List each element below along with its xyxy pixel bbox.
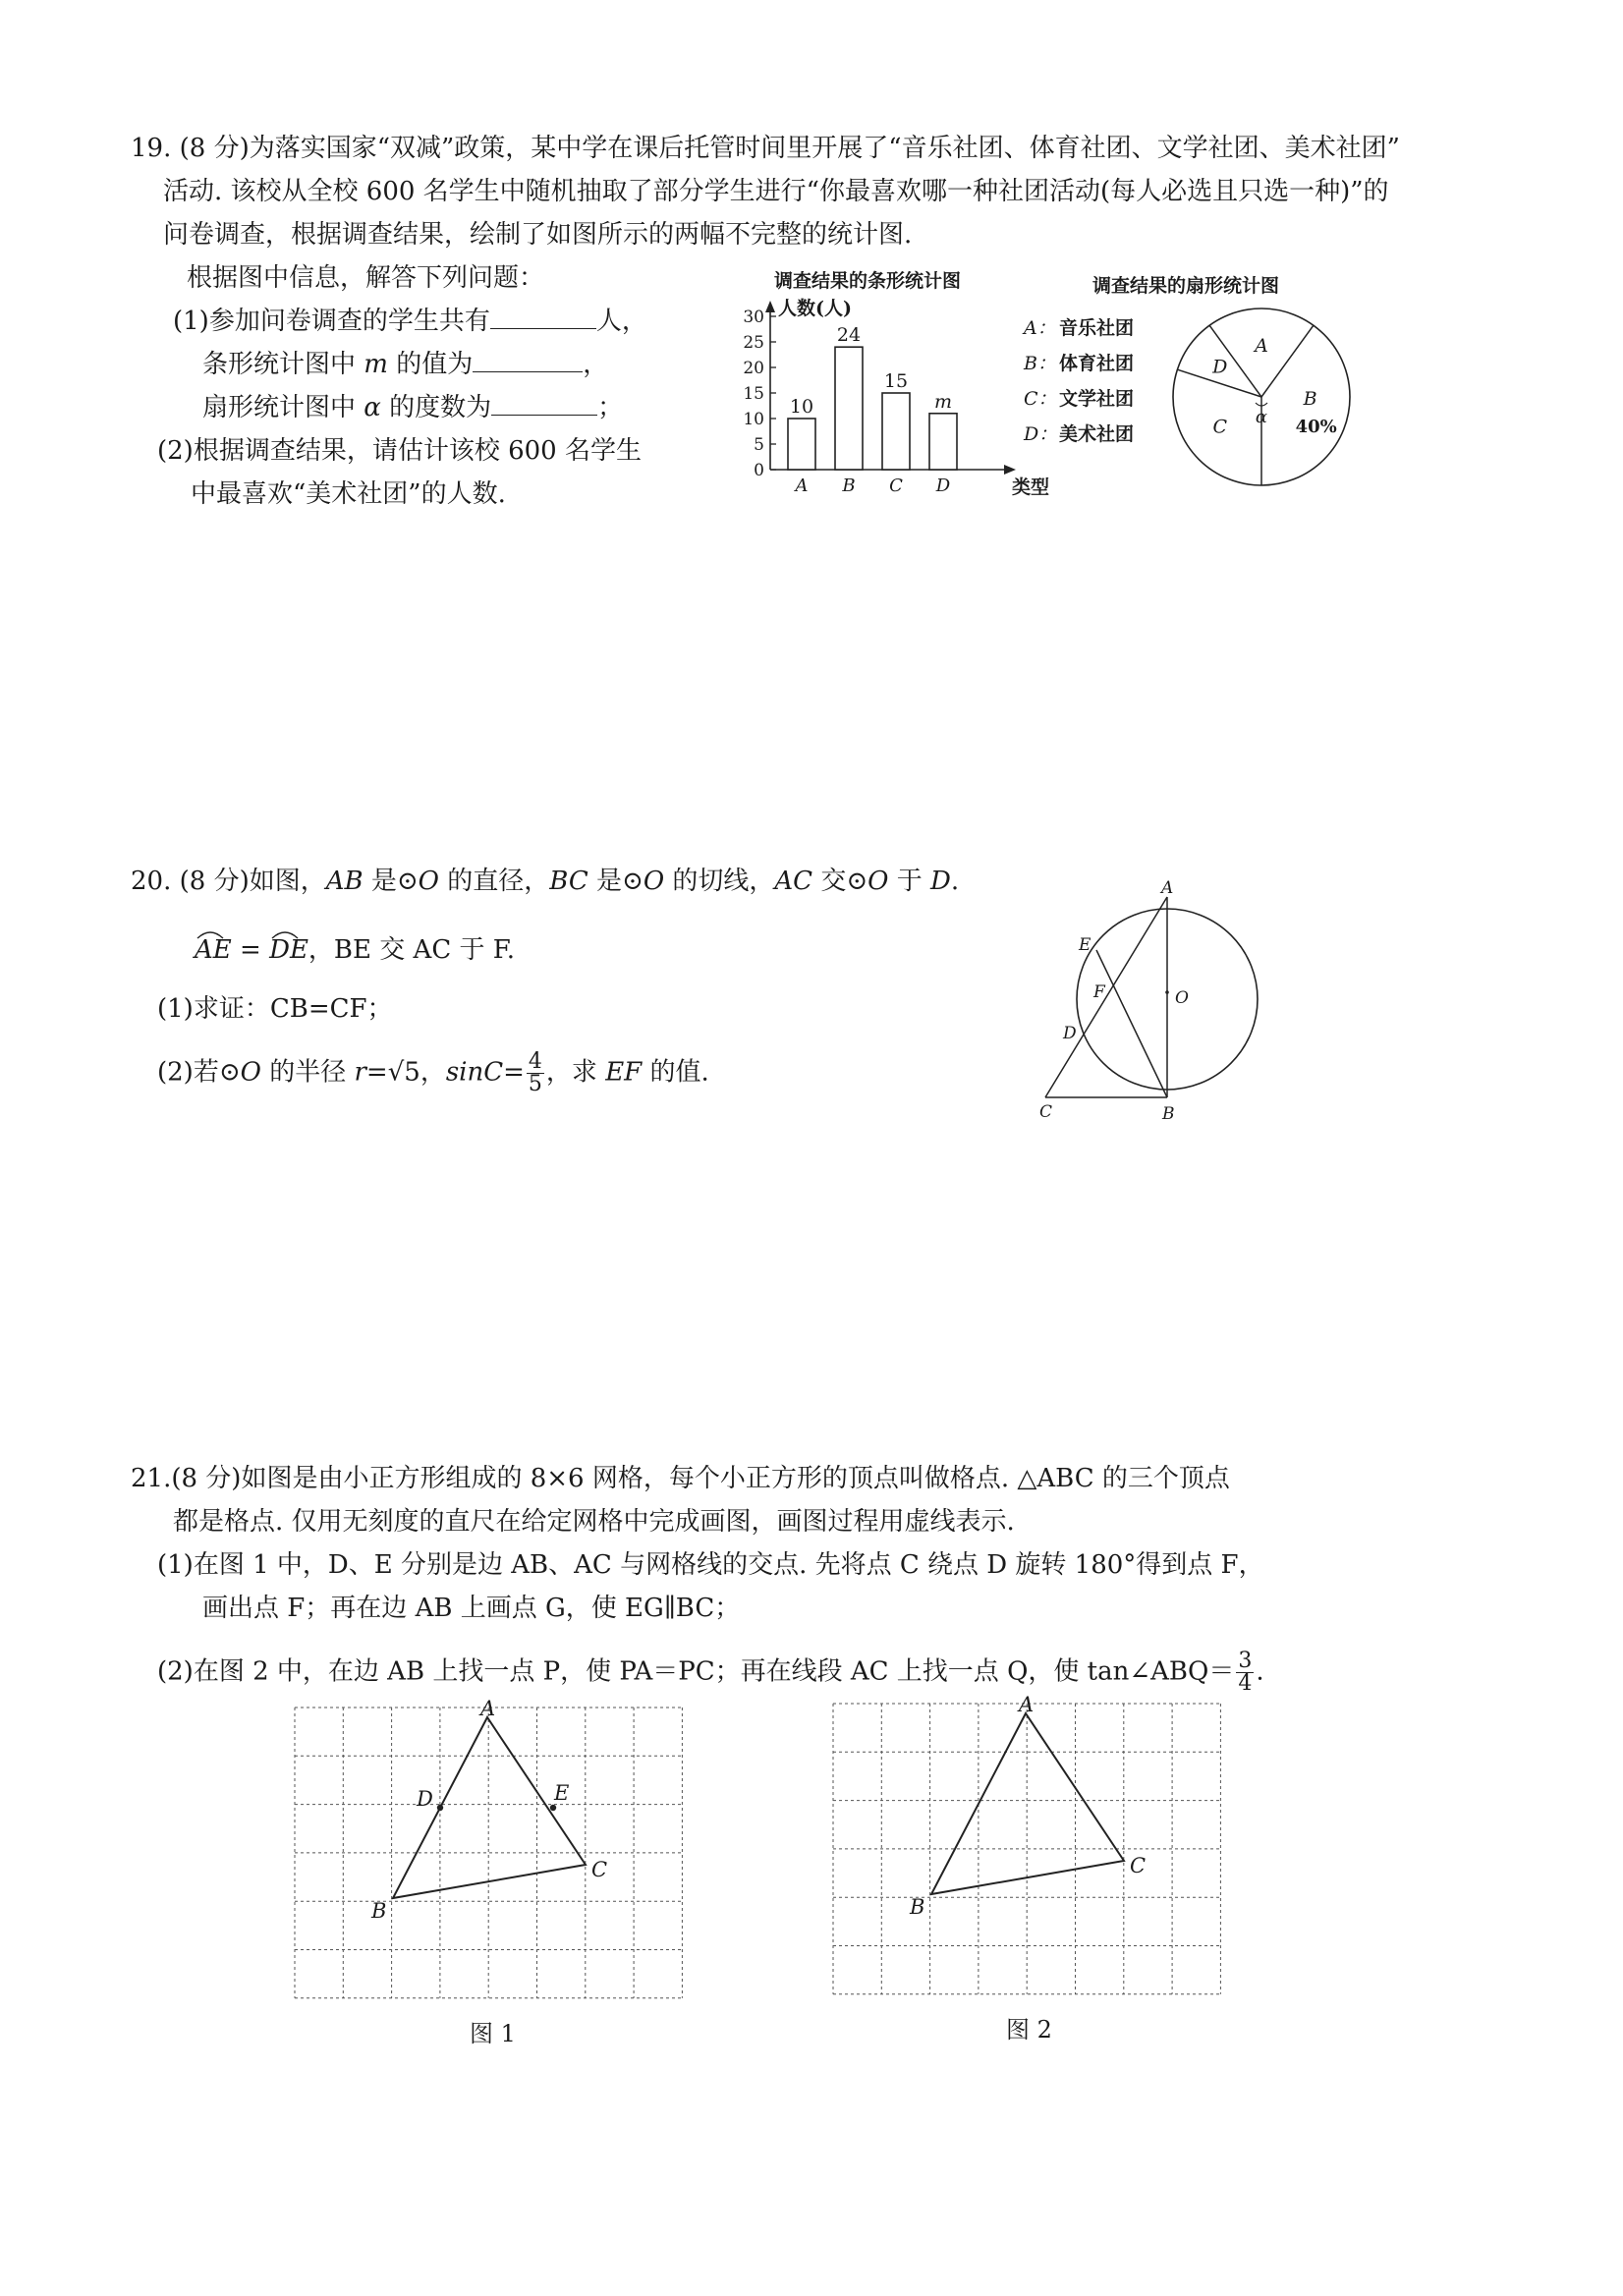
q19-part2b: 中最喜欢“美术社团”的人数. — [191, 479, 506, 509]
y-tick-label: 25 — [743, 333, 764, 353]
q20-part2: (2)若⊙O 的半径 r=√5，sinC= $\frac{4}{5}$ ，求 EF 的值. — [157, 1049, 709, 1096]
point-e — [550, 1805, 556, 1811]
category-label: B — [842, 476, 856, 496]
grid-8x6-figure-1 — [295, 1708, 682, 1998]
fig2-label-c: C — [1130, 1854, 1147, 1877]
q19-part1c: 扇形统计图中 α 的度数为 ； — [202, 393, 624, 422]
arc-ae: AE — [195, 935, 232, 965]
pie-slice-label: C — [1212, 416, 1228, 438]
category-label: A — [795, 476, 809, 496]
fig1-label-b: B — [371, 1899, 387, 1923]
fraction-3-4: $\frac{3}{4}$ — [1238, 1649, 1253, 1696]
pie-chart — [1012, 267, 1375, 493]
q19-line2: 活动. 该校从全校 600 名学生中随机抽取了部分学生进行“你最喜欢哪一种社团活动(每人必选且只选一种)”的 — [163, 177, 1389, 206]
answer-blank-m[interactable] — [473, 348, 583, 372]
fig2-label-a: A — [1019, 1693, 1035, 1716]
y-tick-label: 15 — [743, 384, 764, 404]
q19-line1: 19. (8 分)为落实国家“双减”政策，某中学在课后托管时间里开展了“音乐社团、体育社团、文学社团、美术社团” — [131, 134, 1400, 163]
q21-line2: 都是格点. 仅用无刻度的直尺在给定网格中完成画图，画图过程用虚线表示. — [173, 1507, 1015, 1537]
fig1-label-c: C — [591, 1858, 608, 1881]
figure-1-caption: 图 1 — [470, 2020, 516, 2047]
pie-slice-divider — [1261, 325, 1314, 397]
bar-value-label: 10 — [789, 396, 814, 418]
q19-part1a: (1)参加问卷调查的学生共有 人， — [173, 307, 647, 336]
grid-figure-2 — [831, 1693, 1234, 2008]
grid-figure-1 — [293, 1697, 696, 2012]
answer-blank-total[interactable] — [490, 305, 596, 329]
bar — [882, 393, 910, 470]
q19-line3: 问卷调查，根据调查结果，绘制了如图所示的两幅不完整的统计图. — [163, 220, 913, 250]
fig1-label-e: E — [554, 1781, 570, 1805]
pie-chart-title: 调查结果的扇形统计图 — [1092, 275, 1280, 297]
label-a: A — [1161, 878, 1174, 898]
pie-slice-label: D — [1212, 356, 1228, 378]
category-label: C — [889, 476, 903, 496]
bar — [929, 414, 957, 470]
y-axis-arrow — [765, 301, 775, 312]
circle-tangent-figure — [1022, 878, 1277, 1124]
arc-de: DE — [269, 935, 308, 965]
y-tick-label: 20 — [743, 359, 764, 378]
q20-line1: 20. (8 分)如图，AB 是⊙O 的直径，BC 是⊙O 的切线，AC 交⊙O 于 D. — [131, 867, 960, 896]
center-point-o — [1165, 990, 1169, 994]
category-label: D — [935, 476, 951, 496]
fig1-label-d: D — [417, 1787, 433, 1811]
label-o: O — [1175, 988, 1189, 1008]
answer-blank-alpha[interactable] — [491, 391, 597, 416]
legend-key: D： — [1024, 423, 1058, 445]
point-d — [437, 1805, 443, 1811]
label-e: E — [1079, 935, 1091, 955]
bar-value-label: 15 — [883, 370, 909, 392]
bar-chart-xlabel: 类型 — [1012, 476, 1050, 498]
y-tick-label: 0 — [754, 461, 764, 480]
q21-part2: (2)在图 2 中，在边 AB 上找一点 P，使 PA＝PC；再在线段 AC 上找一点 Q，使 tan∠ABQ＝ $\frac{3}{4}$ . — [157, 1649, 1264, 1696]
q19-part2a: (2)根据调查结果，请估计该校 600 名学生 — [157, 436, 642, 466]
triangle-abc-figure-2 — [931, 1713, 1124, 1894]
segment-ac — [1045, 897, 1167, 1097]
legend-key: B： — [1024, 353, 1056, 374]
fig1-label-a: A — [480, 1697, 496, 1720]
segment-be — [1096, 950, 1167, 1097]
bar-chart-ylabel: 人数(人) — [778, 298, 852, 319]
q21-part1b: 画出点 F；再在边 AB 上画点 G，使 EG∥BC； — [202, 1594, 741, 1623]
grid-8x6-figure-2 — [833, 1704, 1220, 1994]
q21-line1: 21.(8 分)如图是由小正方形组成的 8×6 网格，每个小正方形的顶点叫做格点. △ABC 的三个顶点 — [131, 1464, 1230, 1493]
bar — [835, 347, 863, 470]
fraction-4-5: $\frac{4}{5}$ — [528, 1049, 542, 1096]
legend-text: 音乐社团 — [1059, 317, 1135, 339]
y-tick-label: 10 — [743, 410, 764, 429]
fig2-label-b: B — [910, 1895, 925, 1919]
bar-chart-title: 调查结果的条形统计图 — [774, 270, 962, 292]
legend-key: A： — [1024, 317, 1056, 339]
q20-line2: AE = DE ，BE 交 AC 于 F. — [195, 933, 515, 967]
label-f: F — [1093, 982, 1105, 1002]
legend-text: 体育社团 — [1059, 353, 1135, 374]
alpha-label: α — [1255, 407, 1268, 427]
pie-b-percent: 40% — [1295, 417, 1337, 438]
pie-slice-label: A — [1255, 334, 1268, 357]
figure-2-caption: 图 2 — [1006, 2016, 1052, 2044]
q19-line4: 根据图中信息，解答下列问题： — [187, 263, 545, 293]
legend-key: C： — [1024, 388, 1057, 410]
pie-slice-label: B — [1303, 388, 1317, 411]
legend-text: 文学社团 — [1059, 388, 1135, 410]
q21-part1a: (1)在图 1 中，D、E 分别是边 AB、AC 与网格线的交点. 先将点 C 绕点 D 旋转 180°得到点 F， — [157, 1550, 1264, 1580]
label-c: C — [1039, 1102, 1053, 1122]
y-tick-label: 5 — [754, 435, 764, 455]
q20-part1: (1)求证：CB=CF； — [157, 994, 393, 1024]
q19-part1b: 条形统计图中 m 的值为 ， — [202, 350, 609, 379]
label-d: D — [1063, 1024, 1077, 1043]
y-tick-label: 30 — [743, 308, 764, 327]
legend-text: 美术社团 — [1059, 423, 1135, 445]
bar-value-label: m — [933, 390, 953, 413]
bar-value-label: 24 — [836, 324, 862, 347]
bar — [788, 419, 815, 470]
label-b: B — [1162, 1104, 1175, 1124]
